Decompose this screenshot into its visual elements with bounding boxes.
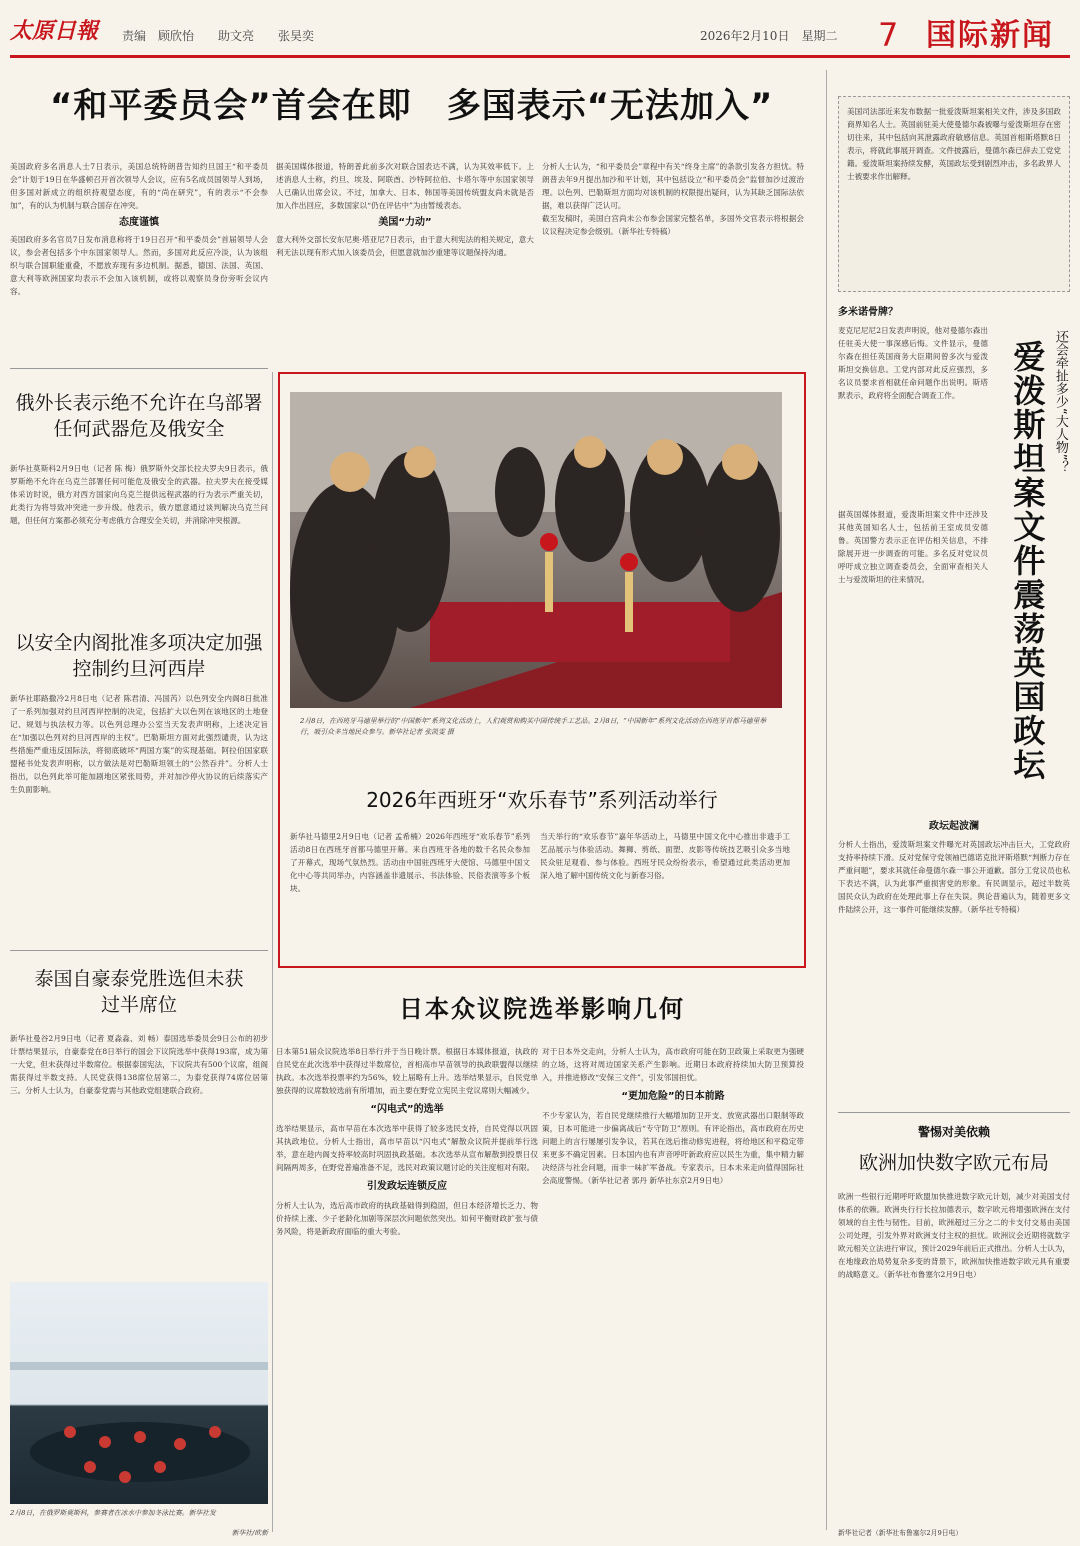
- spain-photo-caption: 2月8日，在西班牙马德里举行的“中国新年”系列文化活动上，人们观赏和购买中国传统手工艺品。2月8日，“中国新年”系列文化活动在西班牙首都马德里举行，吸引众多当地民众参与。新华社记者 张凯雯 摄: [300, 717, 767, 736]
- masthead: [10, 16, 98, 48]
- spain-festival-photo: [290, 392, 782, 708]
- left-divider-2: [10, 950, 268, 951]
- euro-credit: 新华社记者（新华社布鲁塞尔2月9日电）: [838, 1529, 963, 1537]
- spain-festival-illustration: [290, 392, 782, 708]
- euro-headline: 欧洲加快数字欧元布局: [858, 1152, 1049, 1174]
- epstein-summary-box: 美国司法部近来发布数据一批爱泼斯坦案相关文件，涉及多国政商界知名人士。英国前驻美大使曼德尔森被曝与爱泼斯坦存在密切往来，其中包括向其泄露政府敏感信息。英国首相斯塔默8日表示，将就此事展开调查。文件披露后，曼德尔森已辞去工党党籍。爱泼斯坦案持续发酵，英国政坛受到剧烈冲击，多名政界人士被要求作出解释。: [838, 96, 1070, 292]
- lead-col2-text: 据美国媒体报道，特朗普此前多次对联合国表达不满，认为其效率低下。上述消息人士称，约旦、埃及、阿联酋、沙特阿拉伯、卡塔尔等中东国家领导人已确认出席会议。不过，加拿大、日本、韩国等美国传统盟友尚未就是否加入作出回应，多数国家以“仍在评估中”为由暂缓表态。: [276, 162, 534, 210]
- epstein-col1: 麦克尼尼尼2日发表声明说，他对曼德尔森出任驻美大使一事深感后悔。文件显示，曼德尔森在担任英国商务大臣期间曾多次与爱泼斯坦交换信息。工党内部对此反应强烈，多名议员要求首相就任命问题作出说明。斯塔默表示，政府将全面配合调查工作。: [838, 326, 988, 400]
- russia-body: 新华社莫斯科2月9日电（记者 陈 梅）俄罗斯外交部长拉夫罗夫9日表示，俄罗斯绝不允许在乌克兰部署任何可能危及俄安全的武器。拉夫罗夫在接受媒体采访时说，俄方对西方国家向乌克兰提供远程武器的行为表示严重关切，此类行为将导致冲突进一步升级。他表示，俄方愿意通过谈判解决乌克兰问题，但任何方案都必须充分考虑俄方合理安全关切，并消除冲突根源。: [10, 464, 268, 525]
- lead-col3b-text: 截至发稿时，美国白宫尚未公布参会国家完整名单，多国外交官表示将根据会议议程决定参会级别。（新华社专特稿）: [542, 214, 804, 236]
- page-number: 7: [878, 16, 899, 54]
- israel-body: 新华社耶路撒冷2月8日电（记者 陈君清、冯国芮）以色列安全内阁8日批准了一系列加强对约旦河西岸控制的决定，包括扩大以色列在该地区的土地登记、规划与执法权力等。以色列总理办公室当天发表声明称，上述决定旨在“加强以色列对约旦河西岸的主权”。巴勒斯坦方面对此强烈谴责，认为这些措施严重违反国际法，将彻底破坏“两国方案”的实现基础。阿拉伯国家联盟秘书处发表声明称，以方做法是对巴勒斯坦领土的“公然吞并”。分析人士指出，以色列此举可能加剧地区紧张局势，并对加沙停火协议的后续落实产生负面影响。: [10, 694, 268, 794]
- epstein-col3: 分析人士指出，爱泼斯坦案文件曝光对英国政坛冲击巨大，工党政府支持率持续下滑。反对党保守党领袖巴德诺克批评斯塔默“判断力存在严重问题”，要求其就任命曼德尔森一事公开道歉。部分工党议员也私下表达不满，认为此事严重损害党的形象。有民调显示，超过半数英国民众认为政府在处理此事上存在失误。舆论普遍认为，随着更多文件陆续公开，这一事件可能继续发酵。（新华社专特稿）: [838, 840, 1070, 914]
- right-divider: [838, 1112, 1070, 1113]
- editor-line: 责编 顾欣怡 助文亮 张昊奕: [122, 29, 315, 43]
- spain-headline: 2026年西班牙“欢乐春节”系列活动举行: [366, 788, 718, 812]
- col-rule-2: [826, 70, 827, 1530]
- lead-col1: [10, 160, 268, 360]
- israel-headline: 以安全内阁批准多项决定加强控制约旦河西岸: [15, 632, 263, 680]
- epstein-kicker: 还会牵扯多少“大人物”？: [1052, 330, 1068, 474]
- left-divider-1: [10, 368, 268, 369]
- euro-kicker: 警惕对美依赖: [917, 1125, 990, 1139]
- japan-col2b-text: 不少专家认为，若自民党继续推行大幅增加防卫开支、放宽武器出口限制等政策，日本可能进一步偏离战后“专守防卫”原则。有评论指出，高市政府在历史问题上的言行屡屡引发争议，若其在选后推动修宪进程，将给地区和平稳定带来更多不确定因素。日本国内也有声音呼吁新政府应以民生为重，集中精力解决经济与社会问题，而非一味扩军备战。专家表示，日本未来走向值得国际社会高度警惕。（新华社记者 郭丹 新华社东京2月9日电）: [542, 1111, 804, 1185]
- japan-sub1: “闪电式”的选举: [370, 1104, 444, 1115]
- japan-col1-text: 日本第51届众议院选举8日举行并于当日晚计票。根据日本媒体报道，执政的自民党在此次选举中获得过半数席位，首相高市早苗领导的执政联盟得以继续执政。本次选举投票率约为56%，较上届略有上升。选举结果显示，自民党单独获得的议席数较选前有所增加，而主要在野党立宪民主党议席则大幅减少。: [276, 1047, 538, 1095]
- lead-col2: [276, 160, 534, 360]
- lead-col1-text: 美国政府多名消息人士7日表示，美国总统特朗普告知约旦国王“和平委员会”计划于19日在华盛顿召开首次领导人会议，应有5名成员国领导人到场，但多国对新成立的组织持观望态度，有的“尚在研究”，有的表示“不会参加”，有的认为机制与联合国存在冲突。: [10, 162, 268, 210]
- japan-col2-text: 对于日本外交走向，分析人士认为，高市政府可能在防卫政策上采取更为强硬的立场，这将对周边国家关系产生影响。近期日本政府持续加大防卫预算投入，并推进修改“安保三文件”，引发邻国担忧。: [542, 1047, 804, 1082]
- japan-col1b-text: 选举结果显示，高市早苗在本次选举中获得了较多选民支持，自民党得以巩固其执政地位。分析人士指出，高市早苗以“闪电式”解散众议院并提前举行选举，意在趁内阁支持率较高时巩固执政基础。本次选举从宣布解散到投票日仅间隔两周多，在野党普遍准备不足，选民对政策议题讨论的关注度相对有限。: [276, 1124, 538, 1172]
- winter-swim-caption: 2月8日，在俄罗斯莫斯科，参赛者在冰水中参加冬泳比赛。新华社发: [10, 1509, 216, 1517]
- spain-body-1: 新华社马德里2月9日电（记者 孟希楠）2026年西班牙“欢乐春节”系列活动8日在西班牙首都马德里开幕。来自西班牙各地的数千名民众参加了开幕式，现场气氛热烈。活动由中国驻西班牙大使馆、马德里中国文化中心等共同举办，内容涵盖非遗展示、书法体验、民俗表演等多个板块。: [290, 832, 530, 893]
- lead-headline: “和平委员会”首会在即 多国表示“无法加入”: [50, 86, 774, 126]
- thailand-headline: 泰国自豪泰党胜选但未获过半席位: [34, 968, 244, 1016]
- lead-col3: [542, 160, 804, 360]
- japan-col1: [276, 1045, 538, 1537]
- epstein-sub2: 政坛起波澜: [929, 821, 979, 832]
- japan-col1c-text: 分析人士认为，选后高市政府的执政基础得到稳固，但日本经济增长乏力、物价持续上涨、少子老龄化加剧等深层次问题依然突出。如何平衡财政扩张与债务风险，将是新政府面临的重大考验。: [276, 1201, 538, 1236]
- winter-swim-illustration: [10, 1282, 268, 1504]
- epstein-col2: 据英国媒体报道，爱泼斯坦案文件中还涉及其他英国知名人士，包括前王室成员安德鲁。英国警方表示正在评估相关信息，不排除展开进一步调查的可能。多名反对党议员呼吁成立独立调查委员会，全面审查相关人士与爱泼斯坦的往来情况。: [838, 510, 988, 584]
- lead-col3-text: 分析人士认为，“和平委员会”章程中有关“终身主席”的条款引发各方担忧。特朗普去年9月提出加沙和平计划，其中包括设立“和平委员会”监督加沙过渡治理。以色列、巴勒斯坦方面均对该机制的权限提出疑问，认为其缺乏国际法依据，难以获得广泛认可。: [542, 162, 804, 210]
- issue-date: 2026年2月10日 星期二: [700, 29, 838, 43]
- epstein-headline: 爱泼斯坦案文件震荡英国政坛: [1008, 340, 1047, 782]
- lead-col1b-text: 美国政府多名官员7日发布消息称将于19日召开“和平委员会”首届领导人会议，参会者包括多个中东国家领导人。然而，多国对此反应冷淡，认为该组织与联合国职能重叠，不愿放弃现有多边机制。据悉，德国、法国、英国、意大利等欧洲国家均表示不会加入该机制，或将以观察员身份旁听会议内容。: [10, 235, 268, 296]
- japan-sub2: 引发政坛连锁反应: [367, 1181, 447, 1192]
- euro-body: 欧洲一些银行近期呼吁欧盟加快推进数字欧元计划，减少对美国支付体系的依赖。欧洲央行行长拉加德表示，数字欧元将增强欧洲在支付领域的自主性与韧性。目前，欧洲超过三分之二的卡支付交易由美国公司处理，引发外界对欧洲支付主权的担忧。欧洲议会近期将就数字欧元相关立法进行审议，预计2029年前后正式推出。分析人士认为，在地缘政治局势复杂多变的背景下，欧洲加快推进数字欧元具有重要的战略意义。（新华社布鲁塞尔2月9日电）: [838, 1192, 1070, 1279]
- section-name: 国际新闻: [926, 18, 1054, 53]
- header-rule: [10, 55, 1070, 58]
- thailand-body: 新华社曼谷2月9日电（记者 夏淼淼、刘 畅）泰国选举委员会9日公布的初步计票结果显示，自豪泰党在8日举行的国会下议院选举中获得193席，成为第一大党，但未获得过半数席位。根据泰国宪法，下议院共有500个议席，组阁需获得过半数支持。人民党获得138席位居第二，为泰党获得74席位居第三。分析人士认为，自豪泰党需与其他政党组建联合政府。: [10, 1034, 268, 1095]
- epstein-sub1: 多米诺骨牌？: [838, 307, 898, 318]
- lead-col2b-text: 意大利外交部长安东尼奥·塔亚尼7日表示，由于意大利宪法的相关规定，意大利无法以现有形式加入该委员会，但愿意就加沙重建等议题保持沟通。: [276, 235, 534, 257]
- winter-swim-photo: [10, 1282, 268, 1504]
- russia-headline: 俄外长表示绝不允许在乌部署任何武器危及俄安全: [15, 392, 263, 440]
- lead-sub1: 态度谨慎: [119, 217, 159, 228]
- japan-headline: 日本众议院选举影响几何: [399, 995, 685, 1023]
- masthead-logo: 太原日報: [10, 18, 99, 44]
- winter-swim-credit: 新华社/欧新: [231, 1529, 268, 1537]
- japan-sub3: “更加危险”的日本前路: [621, 1091, 725, 1102]
- japan-col2: [542, 1045, 804, 1537]
- lead-sub2: 美国“力动”: [378, 217, 432, 228]
- spain-body-2: 当天举行的“欢乐春节”嘉年华活动上，马德里中国文化中心推出非遗手工艺品展示与体验活动。舞狮、剪纸、面塑、皮影等传统技艺吸引众多当地民众驻足观看、参与体验。西班牙民众纷纷表示，希望通过此类活动更加深入地了解中国传统文化与新春习俗。: [540, 832, 790, 880]
- col-rule-1: [272, 372, 273, 1532]
